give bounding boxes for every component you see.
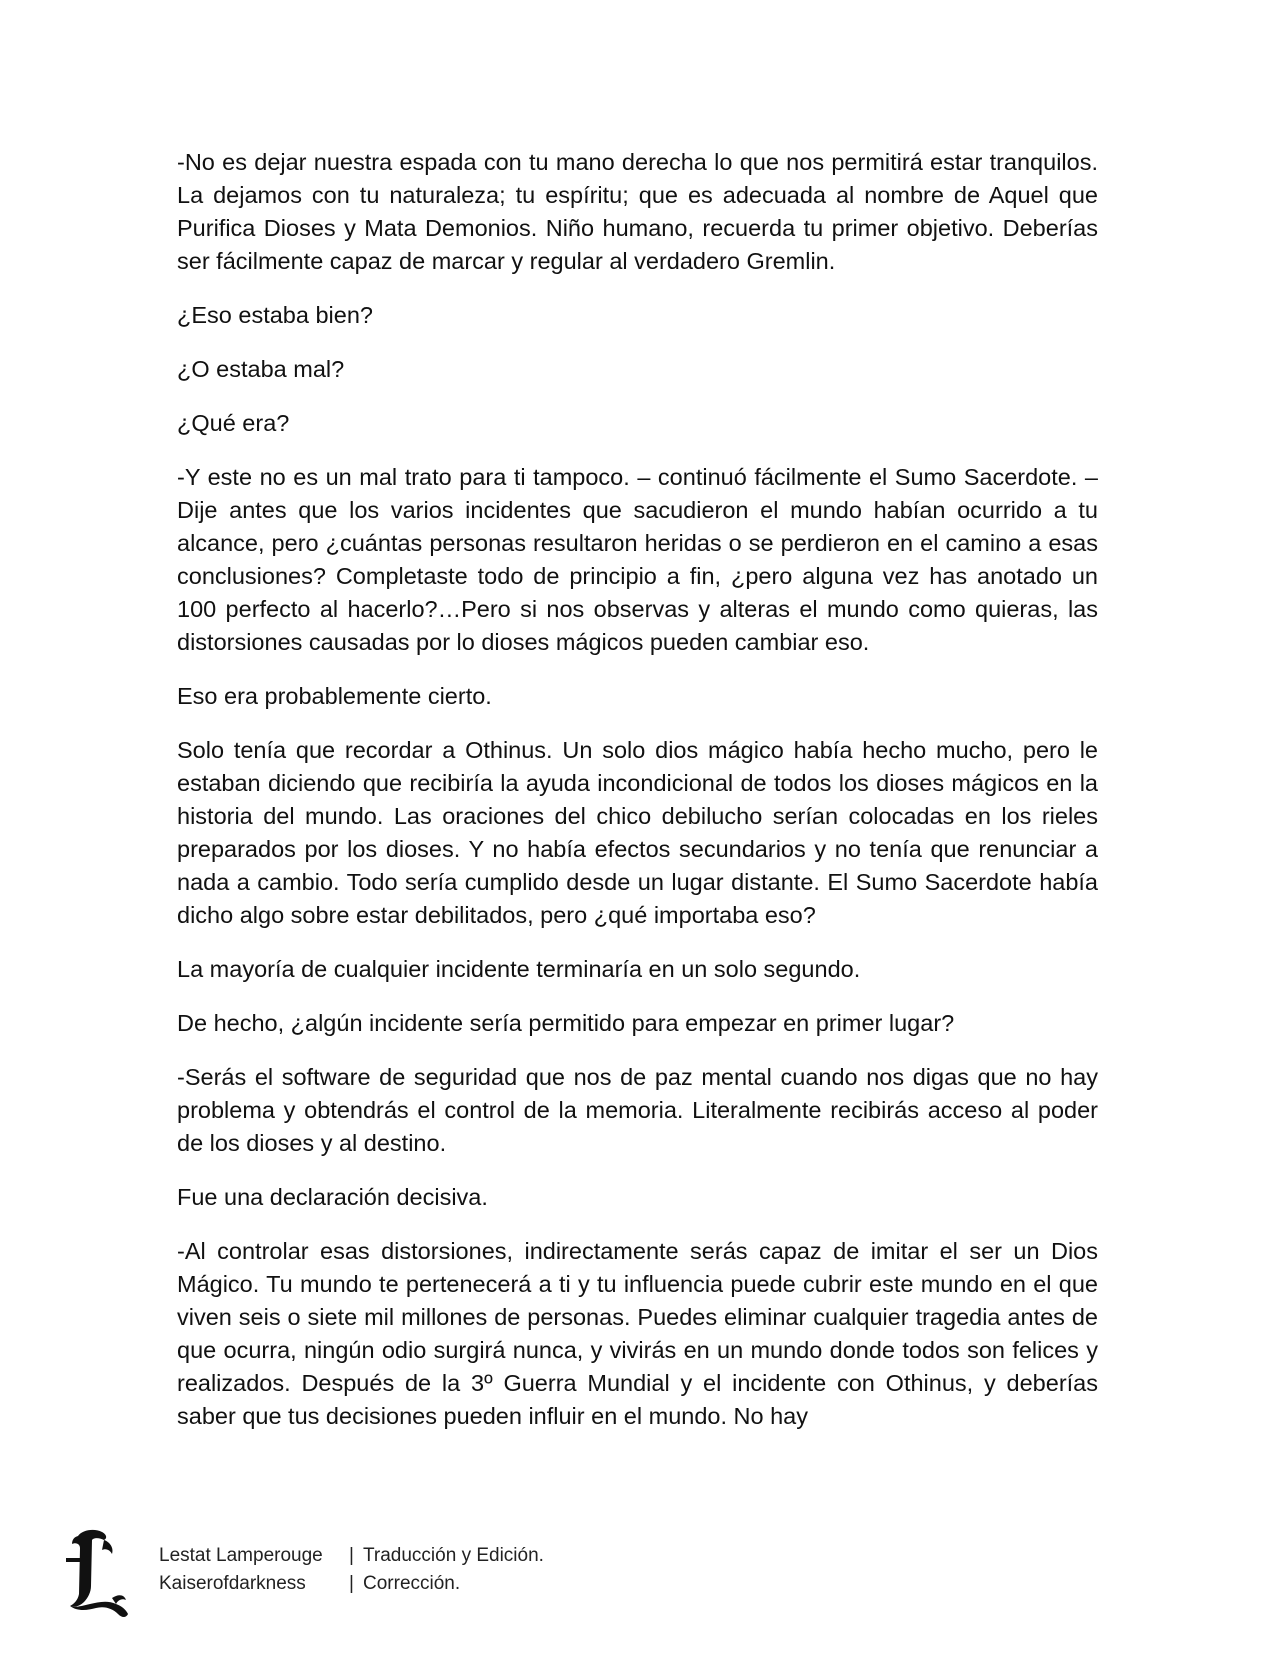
credits [159, 1542, 544, 1598]
credit-role: Corrección. [363, 1573, 461, 1594]
paragraph: La mayoría de cualquier incidente terminaría en un solo segundo. [177, 956, 861, 982]
credit-name: Lestat Lamperouge [159, 1545, 323, 1566]
paragraph: ¿O estaba mal? [177, 356, 345, 382]
credit-line [159, 1570, 544, 1598]
gothic-l-logo-icon [64, 1528, 130, 1620]
credit-name: Kaiserofdarkness [159, 1573, 306, 1594]
body-text [177, 146, 1098, 1454]
paragraph: -No es dejar nuestra espada con tu mano derecha lo que nos permitirá estar tranquilos. La dejamos con tu naturaleza; tu espíritu; que es adecuada al nombre de Aquel que Purifica Dioses y Mata Demonios. Niño humano, recuerda tu primer objetivo. Deberías ser fácilmente capaz de marcar y regular al verdadero Gremlin. [177, 149, 1098, 274]
paragraph: -Al controlar esas distorsiones, indirectamente serás capaz de imitar el ser un Dios Mágico. Tu mundo te pertenecerá a ti y tu influencia puede cubrir este mundo en el que viven seis o siete mil millones de personas. Puedes eliminar cualquier tragedia antes de que ocurra, ningún odio surgirá nunca, y vivirás en un mundo donde todos son felices y realizados. Después de la 3º Guerra Mundial y el incidente con Othinus, y deberías saber que tus decisiones pueden influir en el mundo. No hay [177, 1238, 1098, 1429]
paragraph: De hecho, ¿algún incidente sería permitido para empezar en primer lugar? [177, 1010, 955, 1036]
paragraph: Fue una declaración decisiva. [177, 1184, 488, 1210]
credit-line [159, 1542, 544, 1570]
paragraph: Eso era probablemente cierto. [177, 683, 492, 709]
credit-separator: | [349, 1573, 354, 1594]
paragraph: ¿Eso estaba bien? [177, 302, 373, 328]
page-footer [62, 1528, 662, 1624]
credit-role: Traducción y Edición. [363, 1545, 544, 1566]
paragraph: -Y este no es un mal trato para ti tampoco. – continuó fácilmente el Sumo Sacerdote. – Dije antes que los varios incidentes que sacudieron el mundo habían ocurrido a tu alcance, pero ¿cuántas personas resultaron heridas o se perdieron en el camino a esas conclusiones? Completaste todo de principio a fin, ¿pero alguna vez has anotado un 100 perfecto al hacerlo?…Pero si nos observas y alteras el mundo como quieras, las distorsiones causadas por lo dioses mágicos pueden cambiar eso. [177, 464, 1098, 655]
credit-separator: | [349, 1545, 354, 1566]
paragraph: ¿Qué era? [177, 410, 290, 436]
paragraph: -Serás el software de seguridad que nos de paz mental cuando nos digas que no hay problema y obtendrás el control de la memoria. Literalmente recibirás acceso al poder de los dioses y al destino. [177, 1064, 1098, 1156]
paragraph: Solo tenía que recordar a Othinus. Un solo dios mágico había hecho mucho, pero le estaban diciendo que recibiría la ayuda incondicional de todos los dioses mágicos en la historia del mundo. Las oraciones del chico debilucho serían colocadas en los rieles preparados por los dioses. Y no había efectos secundarios y no tenía que renunciar a nada a cambio. Todo sería cumplido desde un lugar distante. El Sumo Sacerdote había dicho algo sobre estar debilitados, pero ¿qué importaba eso? [177, 737, 1098, 928]
